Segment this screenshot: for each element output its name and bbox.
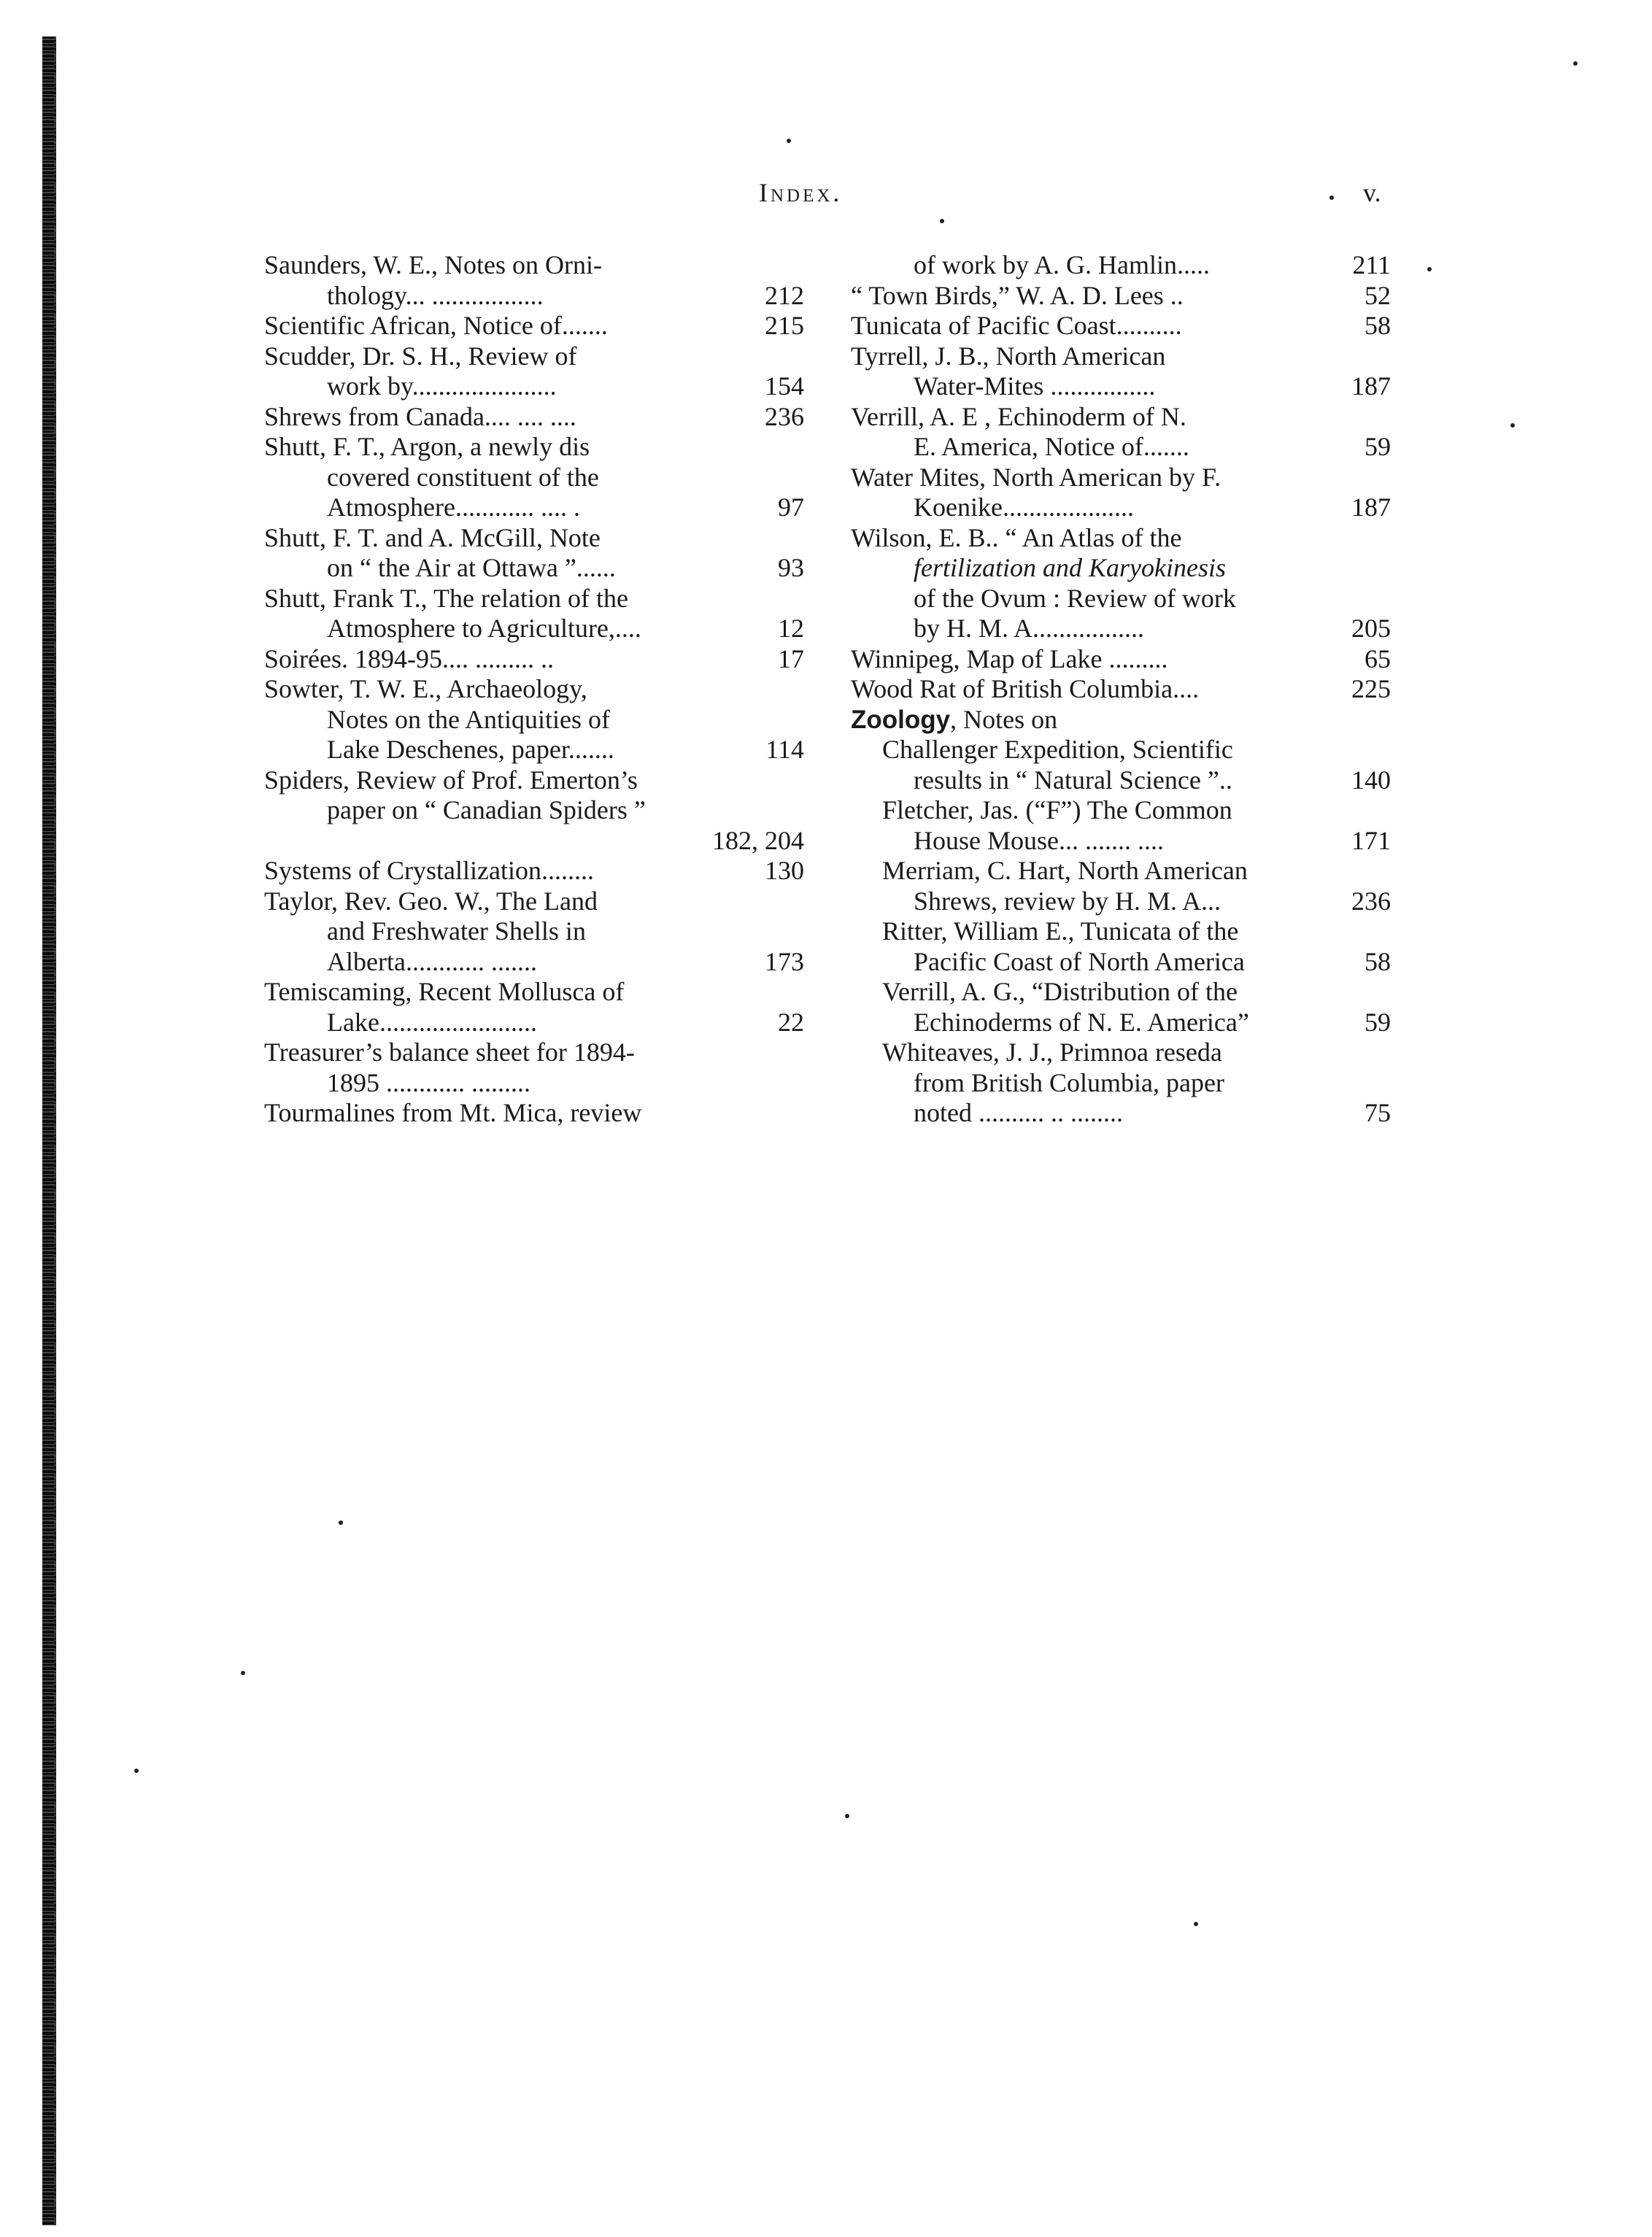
index-entry-line (851, 432, 1391, 463)
index-column-right (851, 250, 1391, 1129)
index-entry-line (851, 311, 1391, 341)
index-entry-line (264, 250, 804, 281)
index-entry-text: 1895 ............ ......... (327, 1067, 530, 1097)
index-entry-text: Tyrrell, J. B., North American (851, 341, 1166, 371)
index-entry-line (264, 947, 804, 978)
index-entry-line (851, 281, 1391, 312)
index-entry-line (264, 1038, 804, 1068)
index-entry-line (264, 553, 804, 584)
index-entry-line (851, 402, 1391, 433)
index-entry-line (851, 1038, 1391, 1068)
index-entry-text: fertilization and Karyokinesis (914, 553, 1226, 582)
index-entry-text: Spiders, Review of Prof. Emerton’s (264, 765, 638, 795)
index-page-number: 205 (1351, 614, 1391, 643)
index-entry-line (851, 1098, 1391, 1129)
index-entry-text: Koenike.................... (914, 492, 1134, 522)
index-page-number: 75 (1365, 1098, 1391, 1127)
index-entry-line (851, 584, 1391, 614)
index-entry-line (851, 1008, 1391, 1038)
index-entry-text: Soirées. 1894-95.... ......... .. (264, 644, 554, 673)
index-entry-line (851, 826, 1391, 857)
index-entry-text: Sowter, T. W. E., Archaeology, (264, 674, 587, 703)
index-entry-line (264, 826, 804, 857)
index-entry-line (264, 795, 804, 826)
index-entry-line (264, 432, 804, 463)
index-entry-line (851, 250, 1391, 281)
index-page-number: 140 (1351, 765, 1391, 795)
index-entry-line (264, 311, 804, 341)
index-entry-line (851, 886, 1391, 917)
index-page-number: 154 (765, 371, 804, 401)
index-entry-text: of the Ovum : Review of work (914, 583, 1236, 613)
index-entry-line (264, 644, 804, 675)
index-page-number: 215 (765, 311, 804, 340)
index-entry-line (264, 765, 804, 796)
index-entry-text: noted .......... .. ........ (914, 1098, 1123, 1127)
scan-speck (787, 139, 791, 143)
index-entry-text: Scudder, Dr. S. H., Review of (264, 341, 577, 371)
index-entry-text: Alberta............ ....... (327, 946, 537, 976)
index-page-number: 212 (765, 280, 804, 310)
index-entry-line (264, 463, 804, 493)
index-entry-text: E. America, Notice of....... (914, 432, 1189, 461)
index-entry-line (264, 614, 804, 644)
index-page-number: 173 (765, 946, 804, 976)
index-entry-line (264, 856, 804, 886)
scan-speck (940, 219, 944, 223)
index-page-number: 58 (1365, 946, 1391, 976)
index-entry-line (851, 947, 1391, 978)
index-entry-line (264, 916, 804, 947)
index-entry-text: Saunders, W. E., Notes on Orni- (264, 250, 602, 279)
index-entry-line (264, 1098, 804, 1129)
index-entry-text: Treasurer’s balance sheet for 1894- (264, 1038, 635, 1067)
index-entry-text: Tourmalines from Mt. Mica, review (264, 1098, 642, 1127)
index-entry-line (264, 523, 804, 554)
index-entry-text: Challenger Expedition, Scientific (882, 735, 1233, 764)
index-page-number: 93 (778, 553, 804, 582)
index-entry-text: Lake Deschenes, paper....... (327, 735, 614, 764)
index-entry-line (851, 644, 1391, 675)
index-entry-line (851, 977, 1391, 1008)
index-entry-text: work by...................... (327, 371, 557, 401)
index-entry-text: Wilson, E. B.. “ An Atlas of the (851, 522, 1182, 552)
scan-speck (241, 1671, 245, 1675)
scan-speck (1194, 1922, 1198, 1926)
index-entry-text: Shrews, review by H. M. A... (914, 886, 1221, 916)
index-entry-line (851, 1068, 1391, 1099)
index-entry-text: thology... ................. (327, 280, 544, 310)
index-entry-line (264, 674, 804, 705)
scan-speck (1329, 196, 1334, 200)
index-entry-text: Pacific Coast of North America (914, 946, 1245, 976)
index-entry-line (264, 1008, 804, 1038)
page-number: v. (1363, 178, 1381, 207)
index-entry-text: Atmosphere............ .... . (327, 492, 580, 522)
index-page-number: 59 (1365, 432, 1391, 461)
index-entry-line (851, 735, 1391, 765)
index-entry-text: Systems of Crystallization........ (264, 856, 594, 885)
index-page-number: 12 (778, 614, 804, 643)
index-entry-line (851, 523, 1391, 554)
index-entry-text: and Freshwater Shells in (327, 916, 586, 946)
index-entry-text: Water-Mites ................ (914, 371, 1156, 401)
index-entry-line (264, 341, 804, 372)
index-entry-text: House Mouse... ....... .... (914, 825, 1164, 855)
index-entry-text: Verrill, A. E , Echinoderm of N. (851, 401, 1186, 431)
index-page-number: 182, 204 (712, 825, 804, 855)
index-entry-text: Zoology, Notes on (851, 704, 1058, 734)
index-entry-text: Shutt, Frank T., The relation of the (264, 583, 628, 613)
index-page-number: 236 (765, 401, 804, 431)
index-entry-line (264, 584, 804, 614)
index-entry-line (264, 705, 804, 735)
index-entry-text: Shutt, F. T. and A. McGill, Note (264, 522, 601, 552)
scan-speck (1510, 423, 1515, 428)
index-page-number: 59 (1365, 1007, 1391, 1037)
index-entry-text: “ Town Birds,” W. A. D. Lees .. (851, 280, 1184, 310)
index-entry-text: Scientific African, Notice of....... (264, 311, 608, 340)
index-entry-text: of work by A. G. Hamlin..... (914, 250, 1210, 279)
index-entry-line (851, 674, 1391, 705)
index-entry-text: Wood Rat of British Columbia.... (851, 674, 1200, 703)
index-entry-line (264, 402, 804, 433)
page-binding-edge (42, 36, 56, 2225)
index-entry-line (851, 765, 1391, 796)
index-entry-text: Notes on the Antiquities of (327, 704, 610, 734)
index-entry-line (851, 705, 1391, 735)
scan-speck (1573, 61, 1578, 66)
index-page-number: 52 (1365, 280, 1391, 310)
scan-speck (134, 1769, 139, 1773)
scan-speck (845, 1814, 849, 1818)
index-entry-line (851, 795, 1391, 826)
index-page-number: 187 (1351, 492, 1391, 522)
index-page-number: 65 (1365, 644, 1391, 673)
index-entry-line (264, 977, 804, 1008)
index-column-left (264, 250, 804, 1129)
index-page-number: 97 (778, 492, 804, 522)
scan-speck (339, 1521, 343, 1525)
index-entry-text: paper on “ Canadian Spiders ” (327, 795, 646, 824)
index-entry-line (851, 856, 1391, 886)
index-entry-line (264, 735, 804, 765)
index-entry-text: on “ the Air at Ottawa ”...... (327, 553, 616, 582)
index-entry-text: by H. M. A................. (914, 614, 1145, 643)
index-entry-text: from British Columbia, paper (914, 1067, 1224, 1097)
index-page-number: 58 (1365, 311, 1391, 340)
index-entry-text: Fletcher, Jas. (“F”) The Common (882, 795, 1232, 824)
index-entry-line (264, 281, 804, 312)
index-entry-line (264, 492, 804, 523)
running-head: Index. (759, 178, 843, 207)
index-entry-line (264, 1068, 804, 1099)
index-page-number: 130 (765, 856, 804, 885)
index-entry-line (264, 371, 804, 402)
index-page-number: 114 (765, 735, 804, 764)
index-entry-text: Ritter, William E., Tunicata of the (882, 916, 1239, 946)
index-entry-text: Echinoderms of N. E. America” (914, 1007, 1249, 1037)
index-entry-text: covered constituent of the (327, 462, 599, 492)
index-entry-line (851, 371, 1391, 402)
index-page-number: 22 (778, 1007, 804, 1037)
index-page-number: 171 (1351, 825, 1391, 855)
index-entry-text: results in “ Natural Science ”.. (914, 765, 1232, 795)
index-page-number: 236 (1351, 886, 1391, 916)
index-entry-text: Shutt, F. T., Argon, a newly dis (264, 432, 590, 461)
index-entry-text: Merriam, C. Hart, North American (882, 856, 1248, 885)
index-page-number: 211 (1352, 250, 1391, 279)
index-entry-line (851, 553, 1391, 584)
index-entry-text: Lake........................ (327, 1007, 537, 1037)
index-entry-text: Shrews from Canada.... .... .... (264, 401, 576, 431)
index-entry-text: Water Mites, North American by F. (851, 462, 1221, 492)
index-entry-line (851, 614, 1391, 644)
index-entry-text: Taylor, Rev. Geo. W., The Land (264, 886, 598, 916)
index-entry-line (264, 886, 804, 917)
index-entry-text: Tunicata of Pacific Coast.......... (851, 311, 1182, 340)
index-entry-line (851, 492, 1391, 523)
scan-speck (1427, 267, 1432, 271)
index-entry-text: Verrill, A. G., “Distribution of the (882, 977, 1238, 1006)
index-entry-line (851, 463, 1391, 493)
index-entry-text: Whiteaves, J. J., Primnoa reseda (882, 1038, 1222, 1067)
index-entry-line (851, 916, 1391, 947)
index-entry-text: Atmosphere to Agriculture,.... (327, 614, 641, 643)
index-page-number: 187 (1351, 371, 1391, 401)
index-entry-text: Temiscaming, Recent Mollusca of (264, 977, 625, 1006)
index-page-number: 225 (1351, 674, 1391, 703)
index-entry-text: Winnipeg, Map of Lake ......... (851, 644, 1168, 673)
index-entry-line (851, 341, 1391, 372)
index-page-number: 17 (778, 644, 804, 673)
